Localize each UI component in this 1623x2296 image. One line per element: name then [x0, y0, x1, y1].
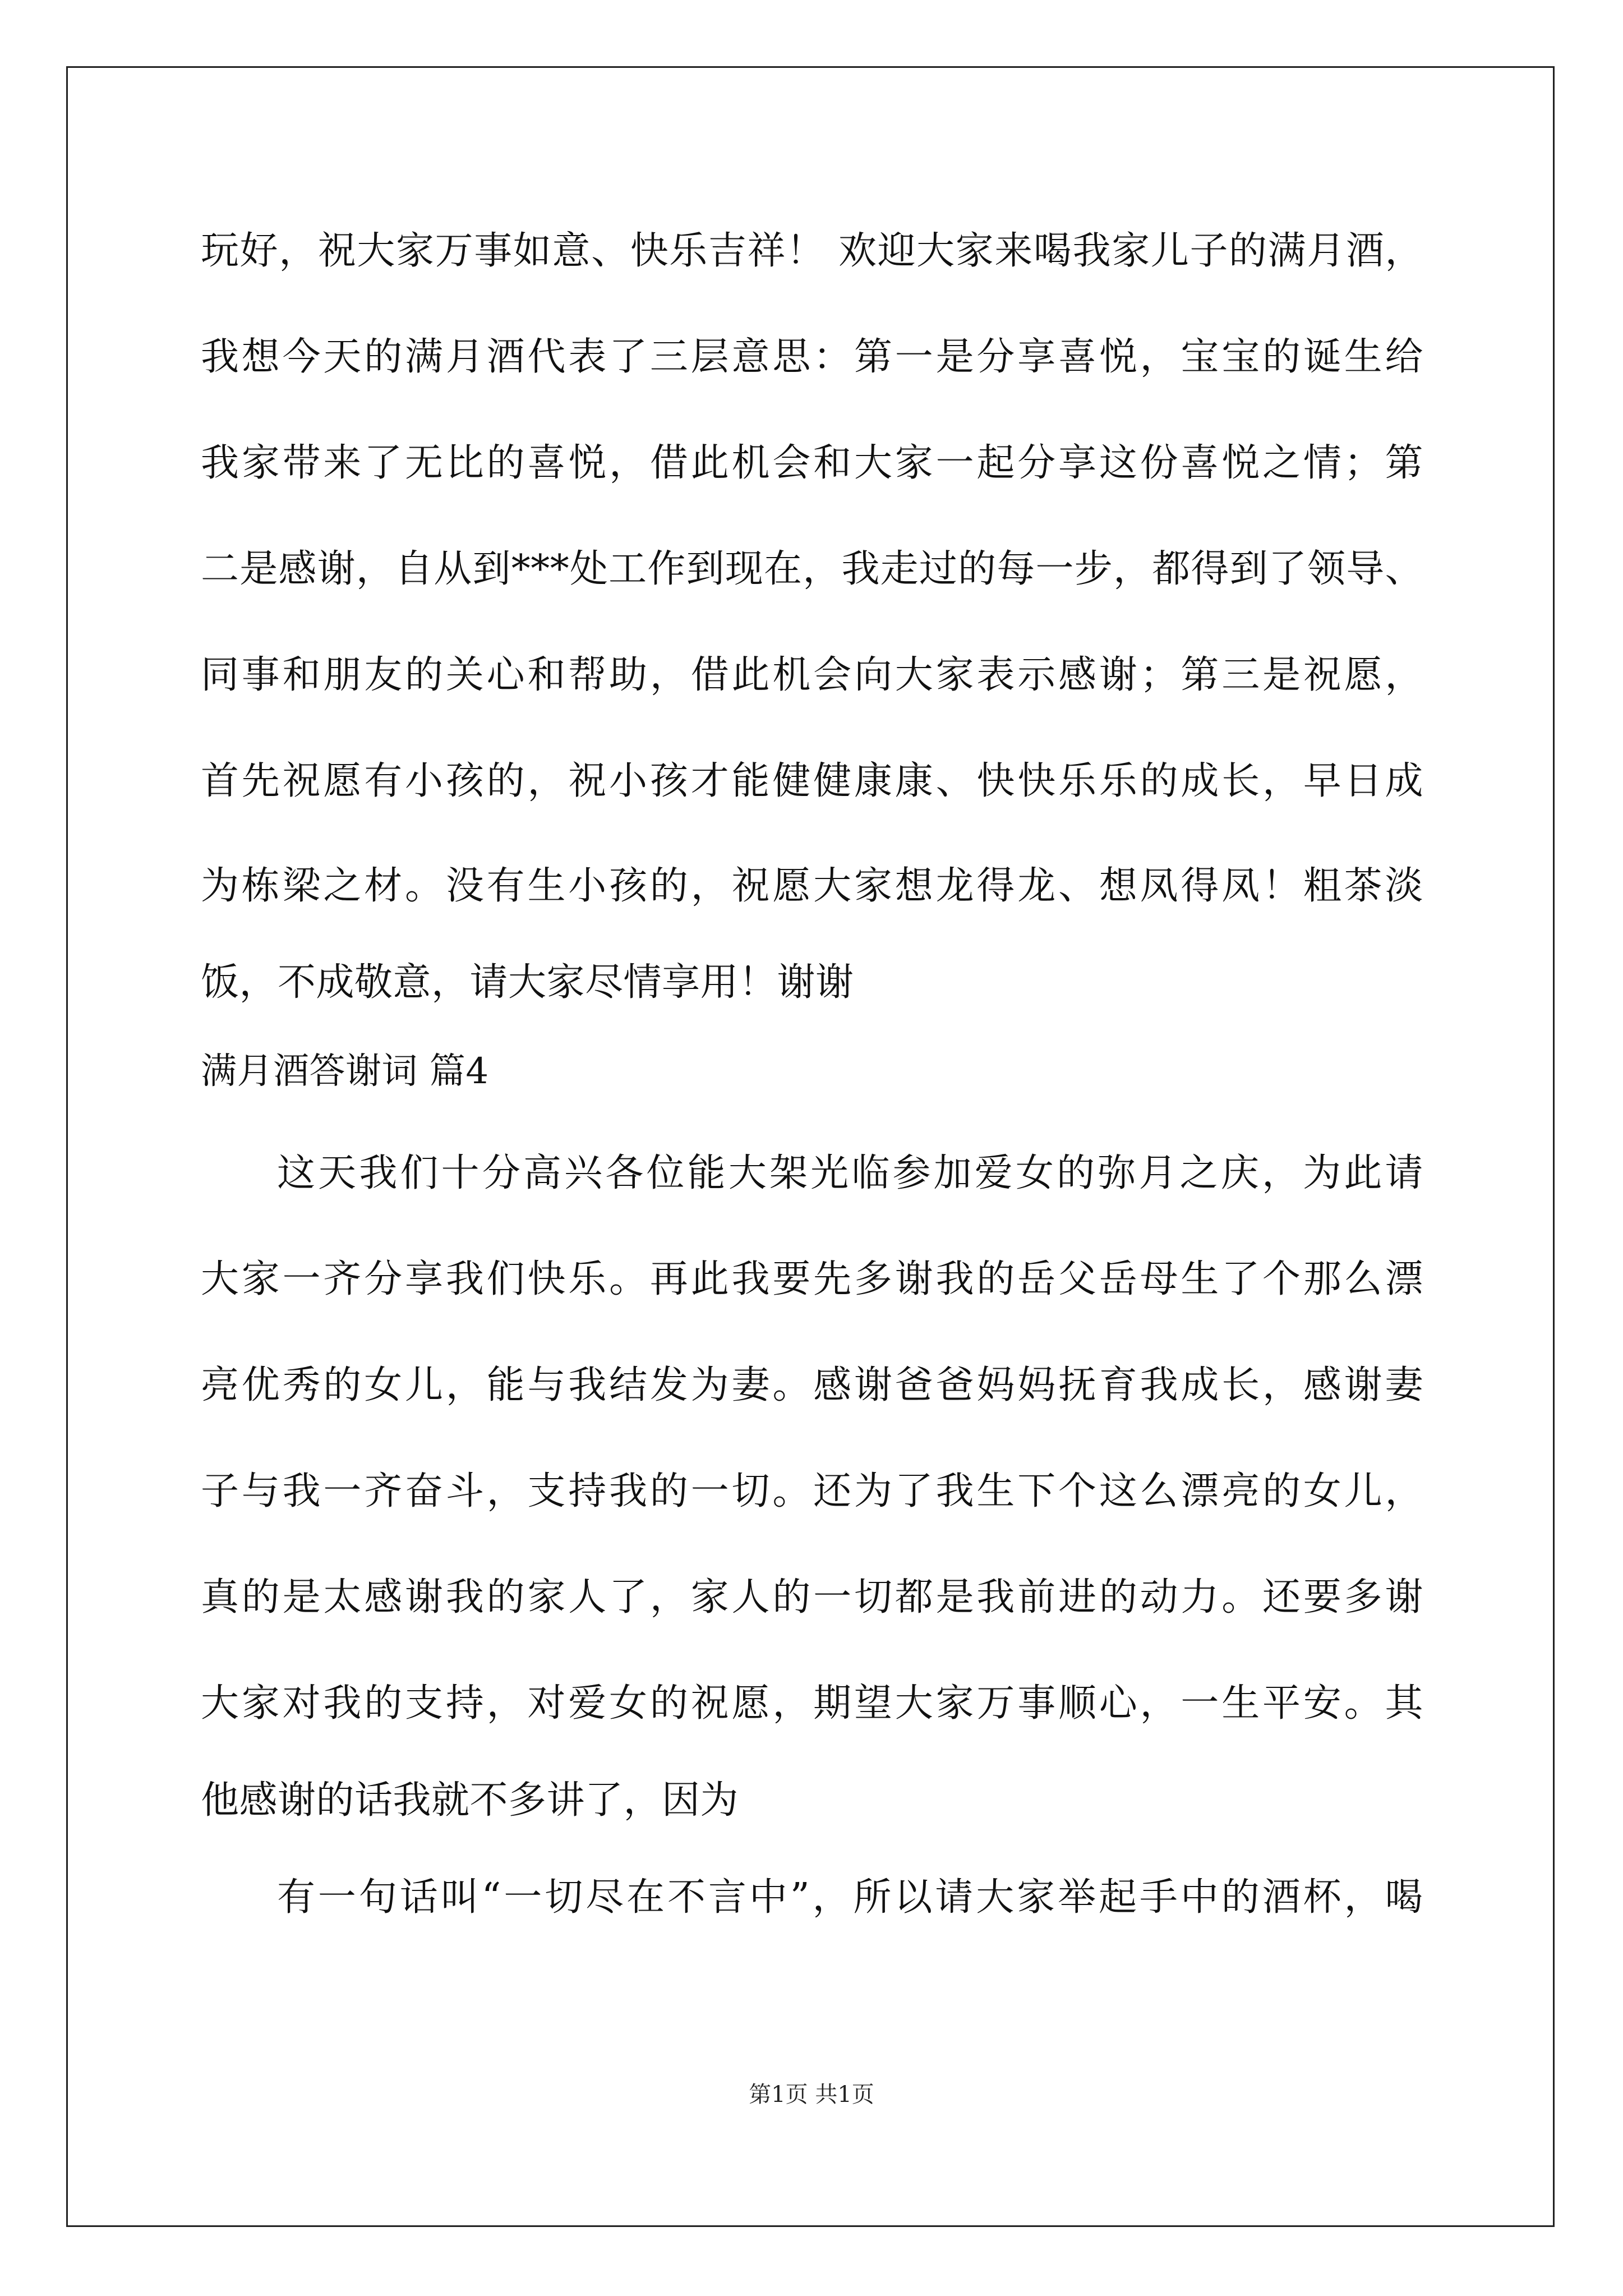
body-text-line: 为栋梁之材。没有生小孩的，祝愿大家想龙得龙、想凤得凤！粗茶淡 [201, 864, 1423, 908]
body-text-line: 有一句话叫“一切尽在不言中”，所以请大家举起手中的酒杯，喝 [277, 1875, 1423, 1920]
body-text-line: 亮优秀的女儿，能与我结发为妻。感谢爸爸妈妈抚育我成长，感谢妻 [201, 1363, 1423, 1407]
page-footer: 第1页 共1页 [749, 2082, 874, 2108]
body-text-line: 大家一齐分享我们快乐。再此我要先多谢我的岳父岳母生了个那么漂 [201, 1257, 1423, 1301]
body-text-line: 他感谢的话我就不多讲了，因为 [201, 1778, 739, 1823]
body-text-line: 真的是太感谢我的家人了，家人的一切都是我前进的动力。还要多谢 [201, 1575, 1423, 1619]
body-text-line: 子与我一齐奋斗，支持我的一切。还为了我生下个这么漂亮的女儿， [201, 1469, 1423, 1513]
body-text-line: 同事和朋友的关心和帮助，借此机会向大家表示感谢；第三是祝愿， [201, 653, 1423, 697]
body-text-line: 我想今天的满月酒代表了三层意思：第一是分享喜悦，宝宝的诞生给 [201, 335, 1423, 379]
body-text-line: 首先祝愿有小孩的，祝小孩才能健健康康、快快乐乐的成长，早日成 [201, 759, 1423, 803]
section-heading: 满月酒答谢词 篇4 [201, 1051, 489, 1092]
body-text-line: 这天我们十分高兴各位能大架光临参加爱女的弥月之庆，为此请 [277, 1151, 1423, 1195]
body-text-line: 大家对我的支持，对爱女的祝愿，期望大家万事顺心，一生平安。其 [201, 1681, 1423, 1726]
body-text-line: 我家带来了无比的喜悦，借此机会和大家一起分享这份喜悦之情；第 [201, 441, 1423, 485]
body-text-line: 二是感谢，自从到***处工作到现在，我走过的每一步，都得到了领导、 [201, 547, 1423, 591]
body-text-line: 饭，不成敬意，请大家尽情享用！谢谢 [201, 960, 854, 1005]
body-text-line: 玩好，祝大家万事如意、快乐吉祥！ 欢迎大家来喝我家儿子的满月酒， [201, 229, 1423, 273]
